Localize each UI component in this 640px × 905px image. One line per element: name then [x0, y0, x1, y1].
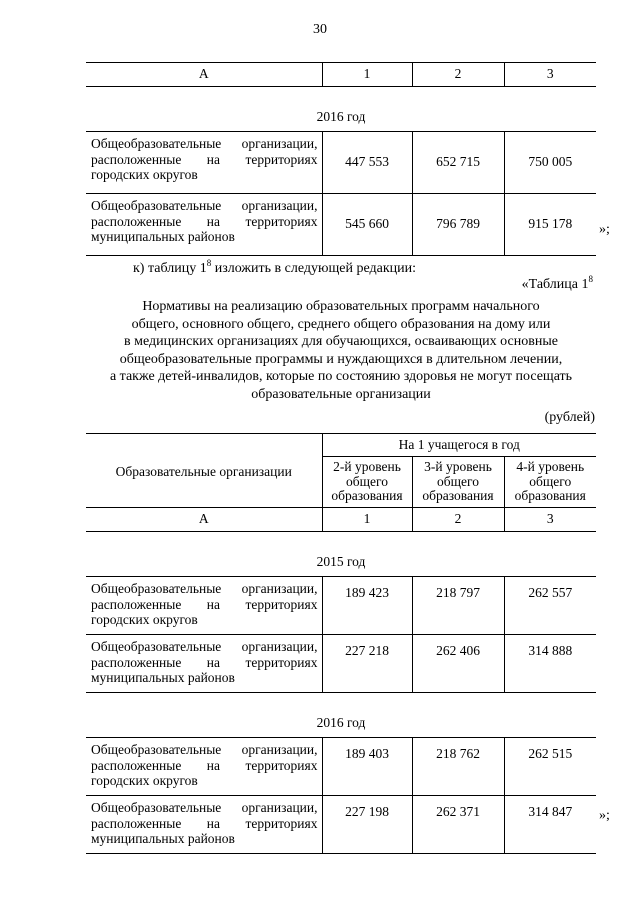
header-col-3: 3 — [504, 63, 596, 87]
table-row — [86, 577, 596, 635]
header-col-a: А — [86, 63, 322, 87]
value-3: 915 178 — [504, 194, 596, 256]
table-header-row — [86, 434, 596, 457]
table-row — [86, 635, 596, 693]
table-row — [86, 738, 596, 796]
table-row — [86, 194, 596, 256]
header-level-2: 2-й уровень общего образования — [322, 457, 412, 508]
org-name: Общеобразовательные организации, расположенные на территориях муниципальных районов — [86, 635, 322, 693]
year-label: 2016 год — [86, 693, 596, 738]
page-number: 30 — [313, 22, 327, 37]
year-label: 2015 год — [86, 532, 596, 577]
header-col-1: 1 — [322, 508, 412, 532]
instruction-text: к) таблицу $1^8$ изложить в следующей редакции: — [133, 258, 416, 276]
header-col-2: 2 — [412, 63, 504, 87]
instruction-superscript: 8 — [206, 258, 212, 268]
value-2: 218 762 — [412, 738, 504, 796]
header-org: Образовательные организации — [86, 434, 322, 508]
header-col-3: 3 — [504, 508, 596, 532]
header-level-4: 4-й уровень общего образования — [504, 457, 596, 508]
table-top — [86, 62, 596, 256]
value-1: 227 218 — [322, 635, 412, 693]
org-name: Общеобразовательные организации, расположенные на территориях муниципальных районов — [86, 796, 322, 854]
value-2: 796 789 — [412, 194, 504, 256]
value-1: 189 403 — [322, 738, 412, 796]
year-row — [86, 87, 596, 132]
table-bottom-closing-quote: »; — [599, 808, 610, 823]
header-col-2: 2 — [412, 508, 504, 532]
value-2: 262 371 — [412, 796, 504, 854]
value-1: 189 423 — [322, 577, 412, 635]
org-name: Общеобразовательные организации, расположенные на территориях городских округов — [86, 738, 322, 796]
header-level-3: 3-й уровень общего образования — [412, 457, 504, 508]
table-label-superscript: 8 — [588, 274, 593, 284]
org-name: Общеобразовательные организации, расположенные на территориях городских округов — [91, 136, 318, 183]
table-header-row — [86, 63, 596, 87]
org-name: Общеобразовательные организации, расположенные на территориях городских округов — [86, 577, 322, 635]
value-1: 447 553 — [322, 132, 412, 194]
year-row — [86, 693, 596, 738]
header-col-1: 1 — [322, 63, 412, 87]
table-row — [86, 796, 596, 854]
value-1: 227 198 — [322, 796, 412, 854]
value-1: 545 660 — [322, 194, 412, 256]
org-name: Общеобразовательные организации, расположенные на территориях муниципальных районов — [86, 194, 322, 256]
value-2: 652 715 — [412, 132, 504, 194]
value-2: 218 797 — [412, 577, 504, 635]
table-top-closing-quote: »; — [599, 222, 610, 237]
table-row — [86, 132, 596, 194]
year-row — [86, 532, 596, 577]
table-label: «Таблица $1^8$ — [521, 274, 593, 292]
value-3: 314 888 — [504, 635, 596, 693]
value-3: 262 557 — [504, 577, 596, 635]
value-3: 262 515 — [504, 738, 596, 796]
table-heading: Нормативы на реализацию образовательных программ начального общего, основного общего, среднего общего образования на дому или в медицинских организациях для обучающихся, осваивающих основные общеобразовательные программы и нуждающихся в длительном лечении, а также детей-инвалидов, которые по состоянию здоровья не могут посещать образовательные организации — [109, 299, 573, 402]
header-col-a: А — [86, 508, 322, 532]
table-index-row — [86, 508, 596, 532]
table-bottom — [86, 433, 596, 854]
year-label: 2016 год — [86, 87, 596, 132]
value-3: 750 005 — [504, 132, 596, 194]
value-3: 314 847 — [504, 796, 596, 854]
header-per-student: На 1 учащегося в год — [322, 434, 596, 457]
units-label: (рублей) — [544, 410, 595, 425]
value-2: 262 406 — [412, 635, 504, 693]
